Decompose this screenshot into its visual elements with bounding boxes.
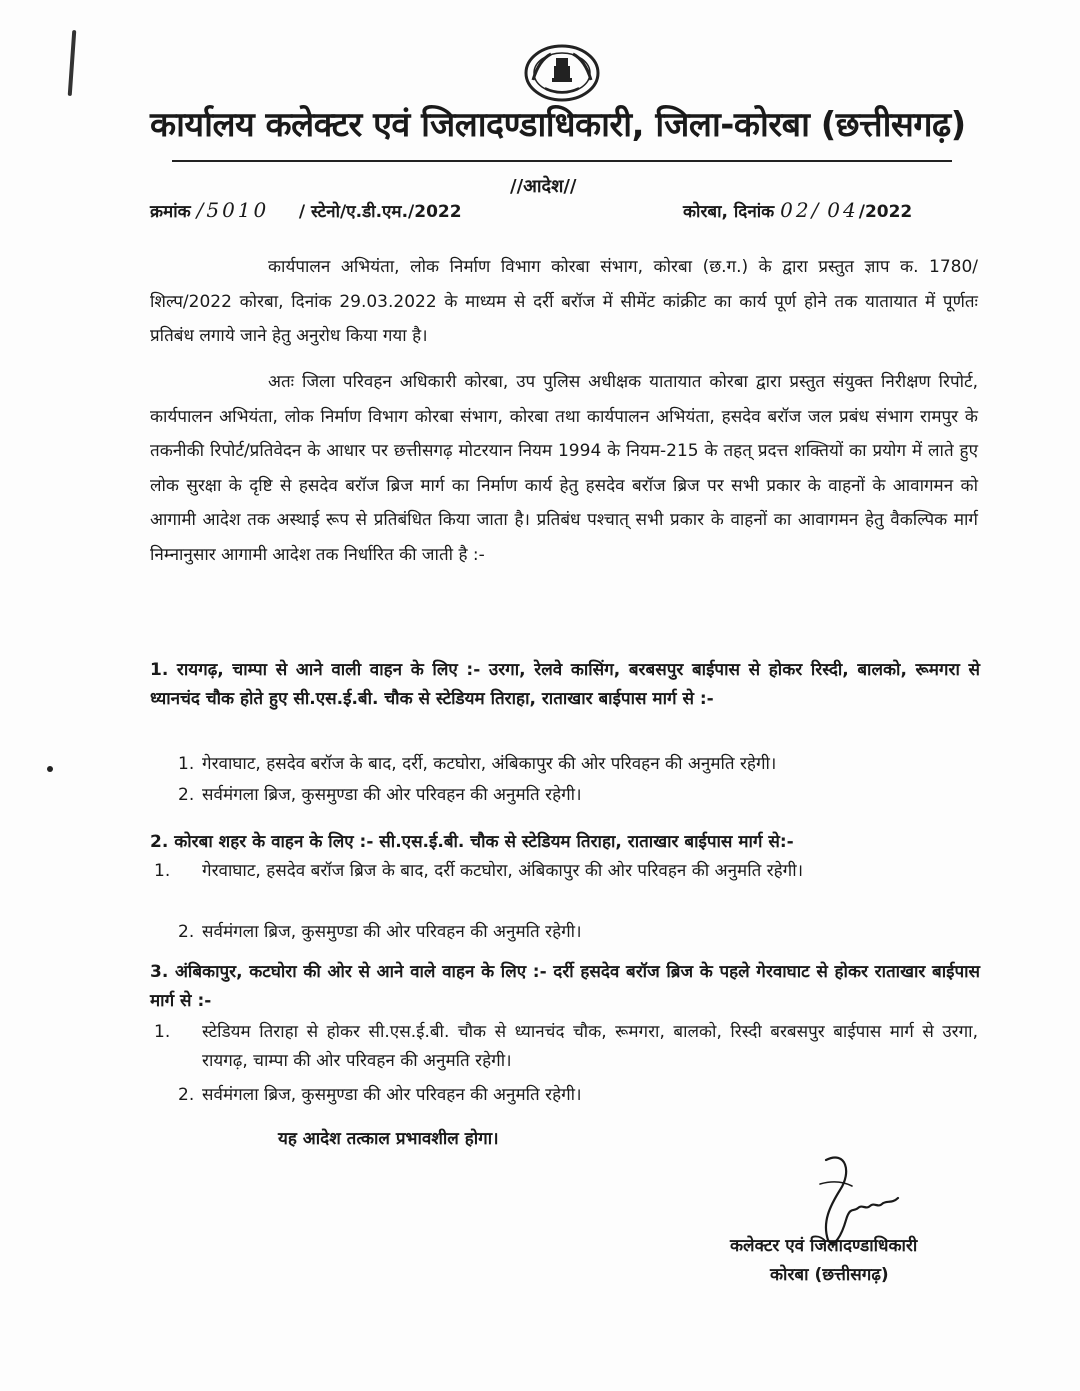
route-3-item-2: 2. सर्वमंगला ब्रिज, कुसमुण्डा की ओर परिवहन की अनुमति रहेगी।	[178, 1085, 582, 1105]
date-year: /2022	[858, 202, 913, 222]
paragraph-1: कार्यपालन अभियंता, लोक निर्माण विभाग कोरबा संभाग, कोरबा (छ.ग.) के द्वारा प्रस्तुत ज्ञाप क. 1780/शिल्प/2022 कोरबा, दिनांक 29.03.2022 के माध्यम से दर्री बरॉज में सीमेंट कांक्रीट का कार्य पूर्ण होने तक यातायात में पूर्णतः प्रतिबंध लगाये जाने हेतु अनुरोध किया गया है।	[150, 257, 978, 346]
ink-dot	[47, 766, 53, 772]
reference-number	[150, 198, 462, 222]
route-1-item-2: 2. सर्वमंगला ब्रिज, कुसमुण्डा की ओर परिवहन की अनुमति रहेगी।	[178, 785, 582, 805]
office-title: कार्यालय कलेक्टर एवं जिलादण्डाधिकारी, जिला-कोरबा (छत्तीसगढ़)	[150, 105, 966, 145]
reference-date: कोरबा, दिनांक 02/ 04/2022	[683, 198, 913, 222]
signatory-title: कलेक्टर एवं जिलादण्डाधिकारी	[730, 1236, 918, 1256]
route-3-heading: 3. अंबिकापुर, कटघोरा की ओर से आने वाले वाहन के लिए :- दर्री हसदेव बरॉज ब्रिज के पहले गेरवाघाट से होकर राताखार बाईपास मार्ग से :-	[150, 962, 980, 1011]
route-3-item-1: 1. स्टेडियम तिराहा से होकर सी.एस.ई.बी. चौक से ध्यानचंद चौक, रूमगरा, बालको, रिस्दी बरबसपुर बाईपास मार्ग से उरगा, रायगढ़, चाम्पा की ओर परिवहन की अनुमति रहेगी।	[154, 1022, 978, 1071]
date-label: कोरबा, दिनांक	[683, 202, 775, 222]
state-emblem-icon	[521, 42, 603, 104]
closing-statement: यह आदेश तत्काल प्रभावशील होगा।	[278, 1129, 499, 1149]
route-1-item-1: 1. गेरवाघाट, हसदेव बरॉज के बाद, दर्री, कटघोरा, अंबिकापुर की ओर परिवहन की अनुमति रहेगी।	[178, 754, 777, 774]
title-divider	[172, 160, 952, 162]
route-2-heading: 2. कोरबा शहर के वाहन के लिए :- सी.एस.ई.बी. चौक से स्टेडियम तिराहा, राताखार बाईपास मार्ग से:-	[150, 832, 794, 852]
paragraph-2: अतः जिला परिवहन अधिकारी कोरबा, उप पुलिस अधीक्षक यातायात कोरबा द्वारा प्रस्तुत संयुक्त निरीक्षण रिपोर्ट, कार्यपालन अभियंता, लोक निर्माण विभाग कोरबा संभाग, कोरबा तथा कार्यपालन अभियंता, हसदेव बरॉज जल प्रबंध संभाग रामपुर के तकनीकी रिपोर्ट/प्रतिवेदन के आधार पर छत्तीसगढ़ मोटरयान नियम 1994 के नियम-215 के तहत् प्रदत्त शक्तियों का प्रयोग में लाते हुए लोक सुरक्षा के दृष्टि से हसदेव बरॉज ब्रिज मार्ग का निर्माण कार्य हेतु हसदेव बरॉज ब्रिज पर सभी प्रकार के वाहनों के आवागमन को आगामी आदेश तक अस्थाई रूप से प्रतिबंधित किया जाता है। प्रतिबंध पश्चात् सभी प्रकार के वाहनों का आवागमन हेतु वैकल्पिक मार्ग निम्नानुसार आगामी आदेश तक निर्धारित की जाती है :-	[150, 372, 978, 565]
reference-number-value: 5010	[206, 198, 270, 222]
date-day: 02	[780, 198, 812, 222]
reference-suffix: / स्टेनो/ए.डी.एम./2022	[298, 202, 462, 222]
signatory-place: कोरबा (छत्तीसगढ़)	[770, 1265, 889, 1285]
order-heading: //आदेश//	[510, 176, 577, 197]
route-1-heading: 1. रायगढ़, चाम्पा से आने वाली वाहन के लिए :- उरगा, रेलवे कासिंग, बरबसपुर बाईपास से होकर रिस्दी, बालको, रूमगरा से ध्यानचंद चौक होते हुए सी.एस.ई.बी. चौक से स्टेडियम तिराहा, राताखार बाईपास मार्ग से :-	[150, 660, 980, 709]
reference-number-prefix: /	[196, 198, 207, 222]
pen-mark	[68, 30, 77, 96]
route-2-item-1: 1. गेरवाघाट, हसदेव बरॉज ब्रिज के बाद, दर्री कटघोरा, अंबिकापुर की ओर परिवहन की अनुमति रहेगी।	[154, 861, 804, 881]
route-2-item-2: 2. सर्वमंगला ब्रिज, कुसमुण्डा की ओर परिवहन की अनुमति रहेगी।	[178, 922, 582, 942]
date-month: 04	[827, 198, 859, 222]
reference-label: क्रमांक	[150, 202, 191, 222]
